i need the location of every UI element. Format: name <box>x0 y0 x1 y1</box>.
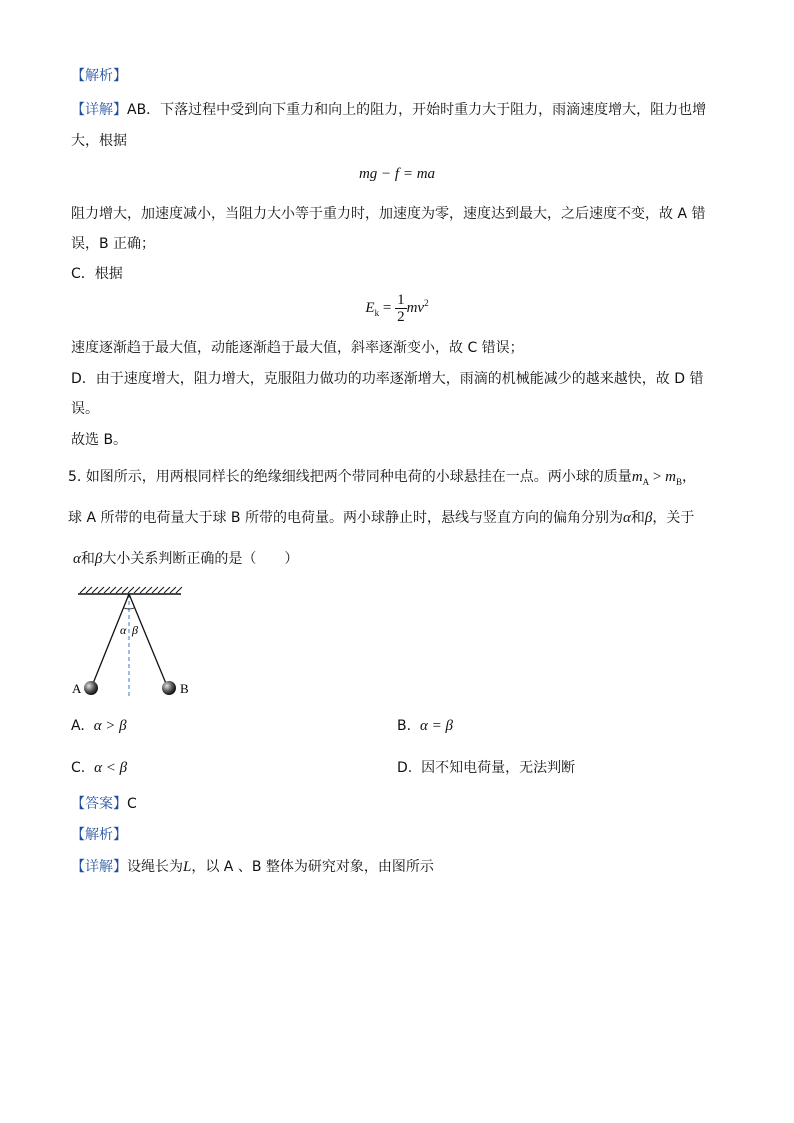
string-b <box>129 594 167 686</box>
analysis-heading: 【解析】 <box>71 68 127 84</box>
detail-text: 速度逐渐趋于最大值，动能逐渐趋于最大值，斜率逐渐变小，故 C 错误； <box>71 340 524 356</box>
ball-a-label: A <box>72 681 82 696</box>
detail-text: AB．下落过程中受到向下重力和向上的阻力，开始时重力大于阻力，雨滴速度增大，阻力也增 <box>127 102 707 118</box>
detail-heading: 【详解】 <box>71 859 127 875</box>
detail-text: 故选 B。 <box>71 432 128 448</box>
detail-text: 误。 <box>71 401 99 417</box>
angle-alpha-label: α <box>120 623 127 637</box>
detail-paragraph-line: 【详解】设绳长为L，以 A 、B 整体为研究对象，由图所示 <box>71 859 434 875</box>
option-a[interactable]: A. α > β <box>71 718 127 734</box>
question-stem-line: 球 A 所带的电荷量大于球 B 所带的电荷量。两小球静止时，悬线与竖直方向的偏角分别为α和β，关于 <box>68 510 695 526</box>
answer-value: C <box>127 796 137 812</box>
option-c[interactable]: C. α < β <box>71 760 128 776</box>
angle-beta-label: β <box>132 623 138 637</box>
string-a <box>92 594 129 686</box>
fraction-one-half: $\frac{1}{2}$ <box>397 292 405 325</box>
detail-text: 阻力增大，加速度减小，当阻力大小等于重力时，加速度为零，速度达到最大，之后速度不变，故 A 错 <box>71 206 706 222</box>
ball-b <box>162 681 176 695</box>
option-b[interactable]: B. α = β <box>397 718 453 734</box>
analysis-heading: 【解析】 <box>71 827 127 843</box>
eq-ek: $E_k$ <box>365 299 380 318</box>
question-stem-line: 5. 如图所示，用两根同样长的绝缘细线把两个带同种电荷的小球悬挂在一点。两小球的质量$m_A > m_B$， <box>68 469 696 487</box>
answer-line <box>71 794 137 814</box>
ball-a <box>84 681 98 695</box>
mass-relation: $m_A > m_B$ <box>631 469 682 487</box>
question-stem-line: α和β大小关系判断正确的是（ ） <box>73 551 299 567</box>
detail-text: 误，B 正确； <box>71 236 156 252</box>
detail-text: C．根据 <box>71 266 123 282</box>
ball-b-label: B <box>180 681 189 696</box>
detail-paragraph-line <box>71 100 706 120</box>
equation-newton: mg − f = ma <box>358 166 436 182</box>
detail-heading: 【详解】 <box>71 102 127 118</box>
ceiling-hatch <box>78 587 182 594</box>
option-d[interactable]: D. 因不知电荷量，无法判断 <box>397 760 576 776</box>
pendulum-figure <box>68 584 198 699</box>
detail-text: D．由于速度增大，阻力增大，克服阻力做功的功率逐渐增大，雨滴的机械能减少的越来越快，故 D 错 <box>71 371 704 387</box>
equation-kinetic-energy: $E_k$ = $\frac{1}{2}$ $mv^2$ <box>365 292 429 325</box>
answer-heading: 【答案】 <box>71 796 127 812</box>
detail-text: 大，根据 <box>71 133 127 149</box>
